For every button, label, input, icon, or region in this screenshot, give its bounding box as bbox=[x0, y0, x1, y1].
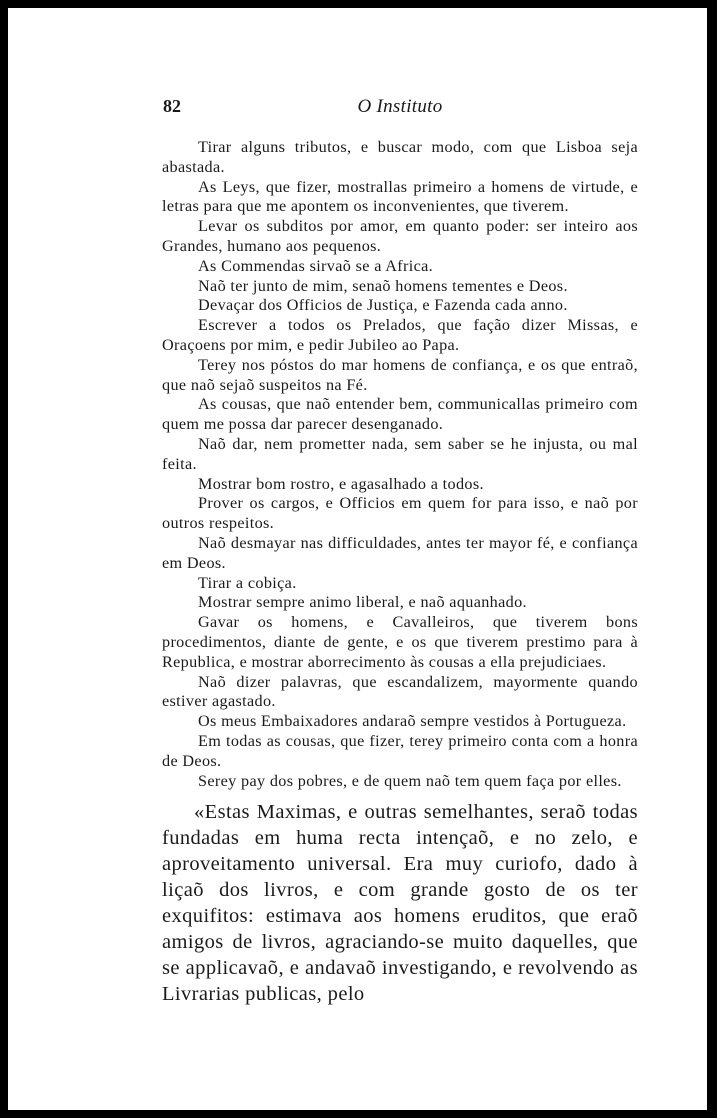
maxim: Terey nos póstos do mar homens de confiança, e os que entraõ, que naõ sejaõ suspeitos na Fé. bbox=[162, 355, 638, 394]
maxim: Mostrar sempre animo liberal, e naõ aquanhado. bbox=[198, 593, 527, 612]
book-page bbox=[8, 8, 707, 1110]
page-number: 82 bbox=[163, 96, 181, 116]
maxim: Naõ desmayar nas difficuldades, antes ter mayor fé, e confiança em Deos. bbox=[162, 533, 638, 572]
maxim: Mostrar bom rostro, e agasalhado a todos. bbox=[198, 474, 484, 493]
maxims-list bbox=[162, 138, 638, 791]
maxim: As Commendas sirvaõ se a Africa. bbox=[198, 256, 434, 275]
closing-paragraph: «Estas Maximas, e outras semelhantes, seraõ todas fundadas em huma recta intençaõ, e no zelo, e aproveitamento universal. Era muy curiofo, dado à liçaõ dos livros, e com grande gosto de os ter exquifitos: estimava aos homens eruditos, que eraõ amigos de livros, agraciando-se muito daquelles, que se applicavaõ, e andavaõ investigando, e revolvendo as Livrarias publicas, pelo bbox=[162, 801, 638, 1005]
maxim: Levar os subditos por amor, em quanto poder: ser inteiro aos Grandes, humano aos pequenos. bbox=[162, 217, 638, 255]
maxim: Tirar alguns tributos, e buscar modo, com que Lisboa seja abastada. bbox=[162, 138, 638, 176]
running-title: O Instituto bbox=[357, 96, 443, 117]
maxim: Os meus Embaixadores andaraõ sempre vestidos à Portugueza. bbox=[198, 712, 627, 731]
maxim: Em todas as cousas, que fizer, terey primeiro conta com a honra de Deos. bbox=[162, 731, 638, 770]
maxim: Prover os cargos, e Officios em quem for para isso, e naõ por outros respeitos. bbox=[162, 494, 638, 533]
maxim: Tirar a cobiça. bbox=[198, 573, 297, 592]
maxim: Escrever a todos os Prelados, que fação dizer Missas, e Oraçoens por mim, e pedir Jubileo ao Papa. bbox=[162, 316, 638, 354]
maxim: Naõ dizer palavras, que escandalizem, mayormente quando estiver agastado. bbox=[162, 672, 638, 711]
maxim: As cousas, que naõ entender bem, communicallas primeiro com quem me possa dar parecer desenganado. bbox=[162, 395, 638, 434]
maxim: As Leys, que fizer, mostrallas primeiro a homens de virtude, e letras para que me apontem os inconvenientes, que tiverem. bbox=[162, 177, 638, 216]
closing-section bbox=[162, 799, 638, 1007]
page-header bbox=[163, 96, 637, 120]
maxim: Serey pay dos pobres, e de quem naõ tem quem faça por elles. bbox=[198, 771, 622, 790]
maxim: Devaçar dos Officios de Justiça, e Fazenda cada anno. bbox=[198, 296, 568, 315]
maxim: Gavar os homens, e Cavalleiros, que tiverem bons procedimentos, diante de gente, e os que tiverem prestimo para à Republica, e mostrar aborrecimento às cousas a ella prejudiciaes. bbox=[162, 613, 638, 671]
maxim: Naõ ter junto de mim, senaõ homens tementes e Deos. bbox=[198, 276, 568, 295]
maxim: Naõ dar, nem prometter nada, sem saber se he injusta, ou mal feita. bbox=[162, 434, 638, 473]
